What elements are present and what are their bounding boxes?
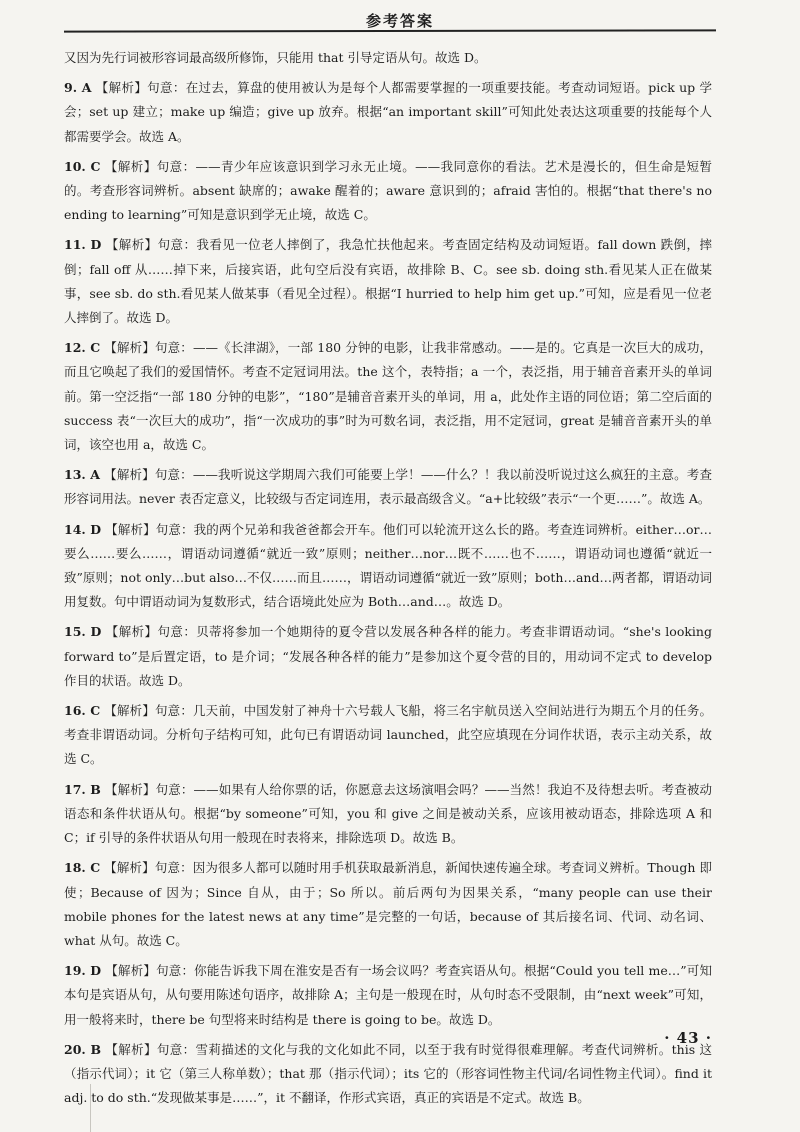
answer-number: 16. C: [64, 703, 101, 719]
answer-item-17: [64, 778, 712, 851]
answer-item-12: [64, 336, 712, 457]
page-title: 参考答案: [365, 12, 434, 30]
answer-number: 13. A: [64, 467, 100, 483]
answer-explanation: 【解析】句意：因为很多人都可以随时用手机获取最新消息，新闻快速传遍全球。考查词义辨析。Though 即使；Because of 因为；Since 自从，由于；So 所以。前后两句为因果关系，“many people can use their mobile phones for the latest news at any time”是完整的一句话，because of 其后接名词、代词、动名词、what 从句。故选 C。: [64, 860, 712, 948]
answer-item-15: [64, 620, 712, 693]
answer-item-18: [64, 856, 712, 953]
answer-item-19: [64, 959, 712, 1032]
page-number: · 43 ·: [664, 1029, 712, 1047]
binding-line: [90, 1084, 91, 1132]
answer-item-20: [64, 1038, 712, 1111]
answer-explanation: 【解析】句意：你能告诉我下周在淮安是否有一场会议吗？考查宾语从句。根据“Could you tell me…”可知本句是宾语从句，从句要用陈述句语序，故排除 A；主句是一般现在时，从句时态不受限制，由“next week”可知，用一般将来时，there be 句型将来时结构是 there is going to be。故选 D。: [64, 963, 712, 1027]
answer-explanation: 【解析】句意：在过去，算盘的使用被认为是每个人都需要掌握的一项重要技能。考查动词短语。pick up 学会；set up 建立；make up 编造；give up 放弃。根据“an important skill”可知此处表达这项重要的技能每个人都需要学会。故选 A。: [64, 80, 712, 144]
answer-number: 14. D: [64, 521, 102, 537]
answer-explanation: 【解析】句意：贝蒂将参加一个她期待的夏令营以发展各种各样的能力。考查非谓语动词。“she's looking forward to”是后置定语，to 是介词；“发展各种各样的能力”是参加这个夏令营的目的，用动词不定式 to develop 作目的状语。故选 D。: [64, 624, 712, 688]
answer-explanation: 【解析】句意：我看见一位老人摔倒了，我急忙扶他起来。考查固定结构及动词短语。fall down 跌倒，摔倒；fall off 从……掉下来，后接宾语，此句空后没有宾语，故排除 B、C。see sb. doing sth.看见某人正在做某事，see sb. do sth.看见某人做某事（看见全过程）。根据“I hurried to help him get up.”可知，应是看见一位老人摔倒了。故选 D。: [64, 237, 712, 326]
answer-number: 17. B: [64, 781, 101, 797]
answer-explanation: 【解析】句意：几天前，中国发射了神舟十六号载人飞船，将三名宇航员送入空间站进行为期五个月的任务。考查非谓语动词。分析句子结构可知，此句已有谓语动词 launched，此空应填现在分词作状语，表示主动关系，故选 C。: [64, 703, 712, 767]
answer-explanation: 【解析】句意：——如果有人给你票的话，你愿意去这场演唱会吗？——当然！我迫不及待想去听。考查被动语态和条件状语从句。根据“by someone”可知，you 和 give 之间是被动关系，应该用被动语态，排除选项 A 和 C；if 引导的条件状语从句用一般现在时表将来，排除选项 D。故选 B。: [64, 781, 712, 846]
answer-explanation: 【解析】句意：我的两个兄弟和我爸爸都会开车。他们可以轮流开这么长的路。考查连词辨析。either…or…要么……要么……，谓语动词遵循“就近一致”原则；neither…nor…既不……也不……，谓语动词也遵循“就近一致”原则；not only…but also…不仅……而且……，谓语动词遵循“就近一致”原则；both…and…两者都，谓语动词用复数。句中谓语动词为复数形式，结合语境此处应为 Both…and…。故选 D。: [64, 521, 712, 610]
answer-number: 15. D: [64, 624, 102, 640]
answer-item-13: [64, 463, 712, 511]
answer-number: 12. C: [64, 340, 101, 356]
answer-explanation: 【解析】句意：——我听说这学期周六我们可能要上学！——什么？！我以前没听说过这么疯狂的主意。考查形容词用法。never 表否定意义，比较级与否定词连用，表示最高级含义。“a+比较级”表示“一个更……”。故选 A。: [64, 467, 712, 507]
answer-number: 9. A: [64, 80, 92, 96]
answer-item-10: [64, 155, 712, 228]
answer-content: [64, 46, 712, 1116]
answer-explanation: 【解析】句意：雪莉描述的文化与我的文化如此不同，以至于我有时觉得很难理解。考查代词辨析。this 这（指示代词）；it 它（第三人称单数）；that 那（指示代词）；its 它的（形容词性物主代词/名词性物主代词）。find it adj. to do sth.“发现做某事是……”，it 不翻译，作形式宾语，真正的宾语是不定式。故选 B。: [64, 1041, 712, 1106]
answer-number: 10. C: [64, 158, 101, 174]
answer-item-11: [64, 233, 712, 330]
answer-number: 19. D: [64, 963, 102, 979]
answer-number: 20. B: [64, 1041, 102, 1057]
answer-item-9: [64, 76, 712, 149]
answer-number: 11. D: [64, 237, 102, 253]
answer-number: 18. C: [64, 860, 101, 876]
header-divider: [64, 29, 716, 32]
answer-item-14: [64, 518, 712, 615]
answer-explanation: 【解析】句意：——《长津湖》，一部 180 分钟的电影，让我非常感动。——是的。它真是一次巨大的成功，而且它唤起了我们的爱国情怀。考查不定冠词用法。the 这个，表特指；a 一个，表泛指，用于辅音音素开头的单词前。第一空泛指“一部 180 分钟的电影”，“180”是辅音音素开头的单词，用 a，此处作主语的同位语；第二空后面的 success 表“一次巨大的成功”，指“一次成功的事”时为可数名词，表泛指，用不定冠词，great 是辅音音素开头的单词，该空也用 a，故选 C。: [64, 340, 712, 453]
continuation-paragraph: 又因为先行词被形容词最高级所修饰，只能用 that 引导定语从句。故选 D。: [64, 50, 487, 65]
answer-explanation: 【解析】句意：——青少年应该意识到学习永无止境。——我同意你的看法。艺术是漫长的，但生命是短暂的。考查形容词辨析。absent 缺席的；awake 醒着的；aware 意识到的；afraid 害怕的。根据“that there's no ending to learning”可知是意识到学无止境，故选 C。: [64, 158, 712, 223]
answer-item-16: [64, 699, 712, 772]
